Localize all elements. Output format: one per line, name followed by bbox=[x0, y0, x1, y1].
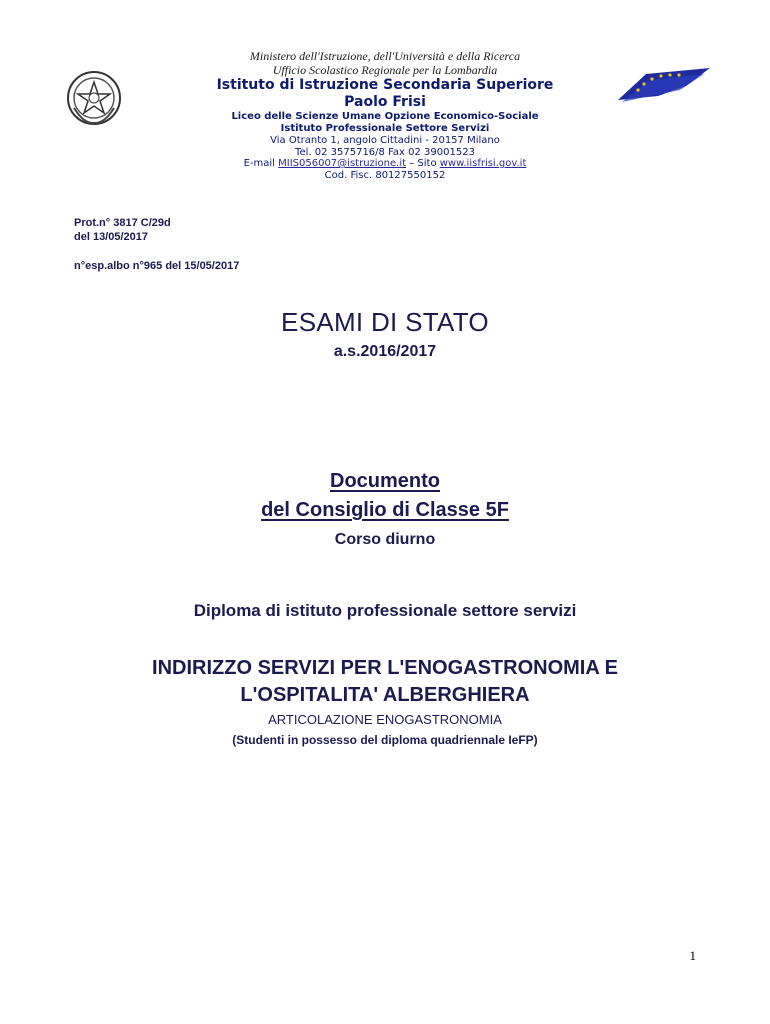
protocol-number: Prot.n° 3817 C/29d bbox=[74, 217, 171, 229]
site-label: – Sito bbox=[406, 158, 440, 169]
fiscal-code: Cod. Fisc. 80127550152 bbox=[324, 170, 446, 181]
website-link[interactable]: www.iisfrisi.gov.it bbox=[439, 158, 527, 169]
students-note: (Studenti in possesso del diploma quadriennale IeFP) bbox=[232, 733, 538, 747]
regional-office-line: Ufficio Scolastico Regionale per la Lombardia bbox=[272, 63, 498, 77]
italian-republic-emblem-icon bbox=[66, 68, 122, 128]
phone-line: Tel. 02 3575716/8 Fax 02 39001523 bbox=[295, 147, 475, 158]
address-line: Via Otranto 1, angolo Cittadini - 20157 Milano bbox=[270, 135, 500, 146]
school-year: a.s.2016/2017 bbox=[333, 343, 437, 360]
page-number: 1 bbox=[689, 948, 696, 963]
professional-line: Istituto Professionale Settore Servizi bbox=[280, 123, 490, 134]
email-label: E-mail bbox=[243, 158, 279, 169]
email-link[interactable]: MIIS056007@istruzione.it bbox=[278, 158, 407, 169]
albo-number: n°esp.albo n°965 del 15/05/2017 bbox=[74, 260, 240, 272]
europe-flag-icon bbox=[616, 66, 712, 106]
page-title: ESAMI DI STATO bbox=[281, 307, 489, 337]
institute-name: Istituto di Istruzione Secondaria Superiore bbox=[216, 77, 554, 93]
program-line-2: L'OSPITALITA' ALBERGHIERA bbox=[240, 684, 530, 706]
program-line-1: INDIRIZZO SERVIZI PER L'ENOGASTRONOMIA E bbox=[152, 657, 618, 679]
articolazione-line: ARTICOLAZIONE ENOGASTRONOMIA bbox=[268, 712, 502, 727]
document-title: Documento bbox=[330, 470, 440, 492]
course-type: Corso diurno bbox=[334, 531, 436, 548]
class-council-title: del Consiglio di Classe 5F bbox=[261, 499, 509, 521]
diploma-line: Diploma di istituto professionale settore servizi bbox=[193, 601, 577, 620]
protocol-date: del 13/05/2017 bbox=[74, 231, 149, 243]
ministry-line: Ministero dell'Istruzione, dell'Università e della Ricerca bbox=[249, 49, 521, 63]
school-name: Paolo Frisi bbox=[344, 94, 426, 110]
contact-line bbox=[180, 158, 590, 169]
liceo-line: Liceo delle Scienze Umane Opzione Economico-Sociale bbox=[231, 111, 539, 122]
